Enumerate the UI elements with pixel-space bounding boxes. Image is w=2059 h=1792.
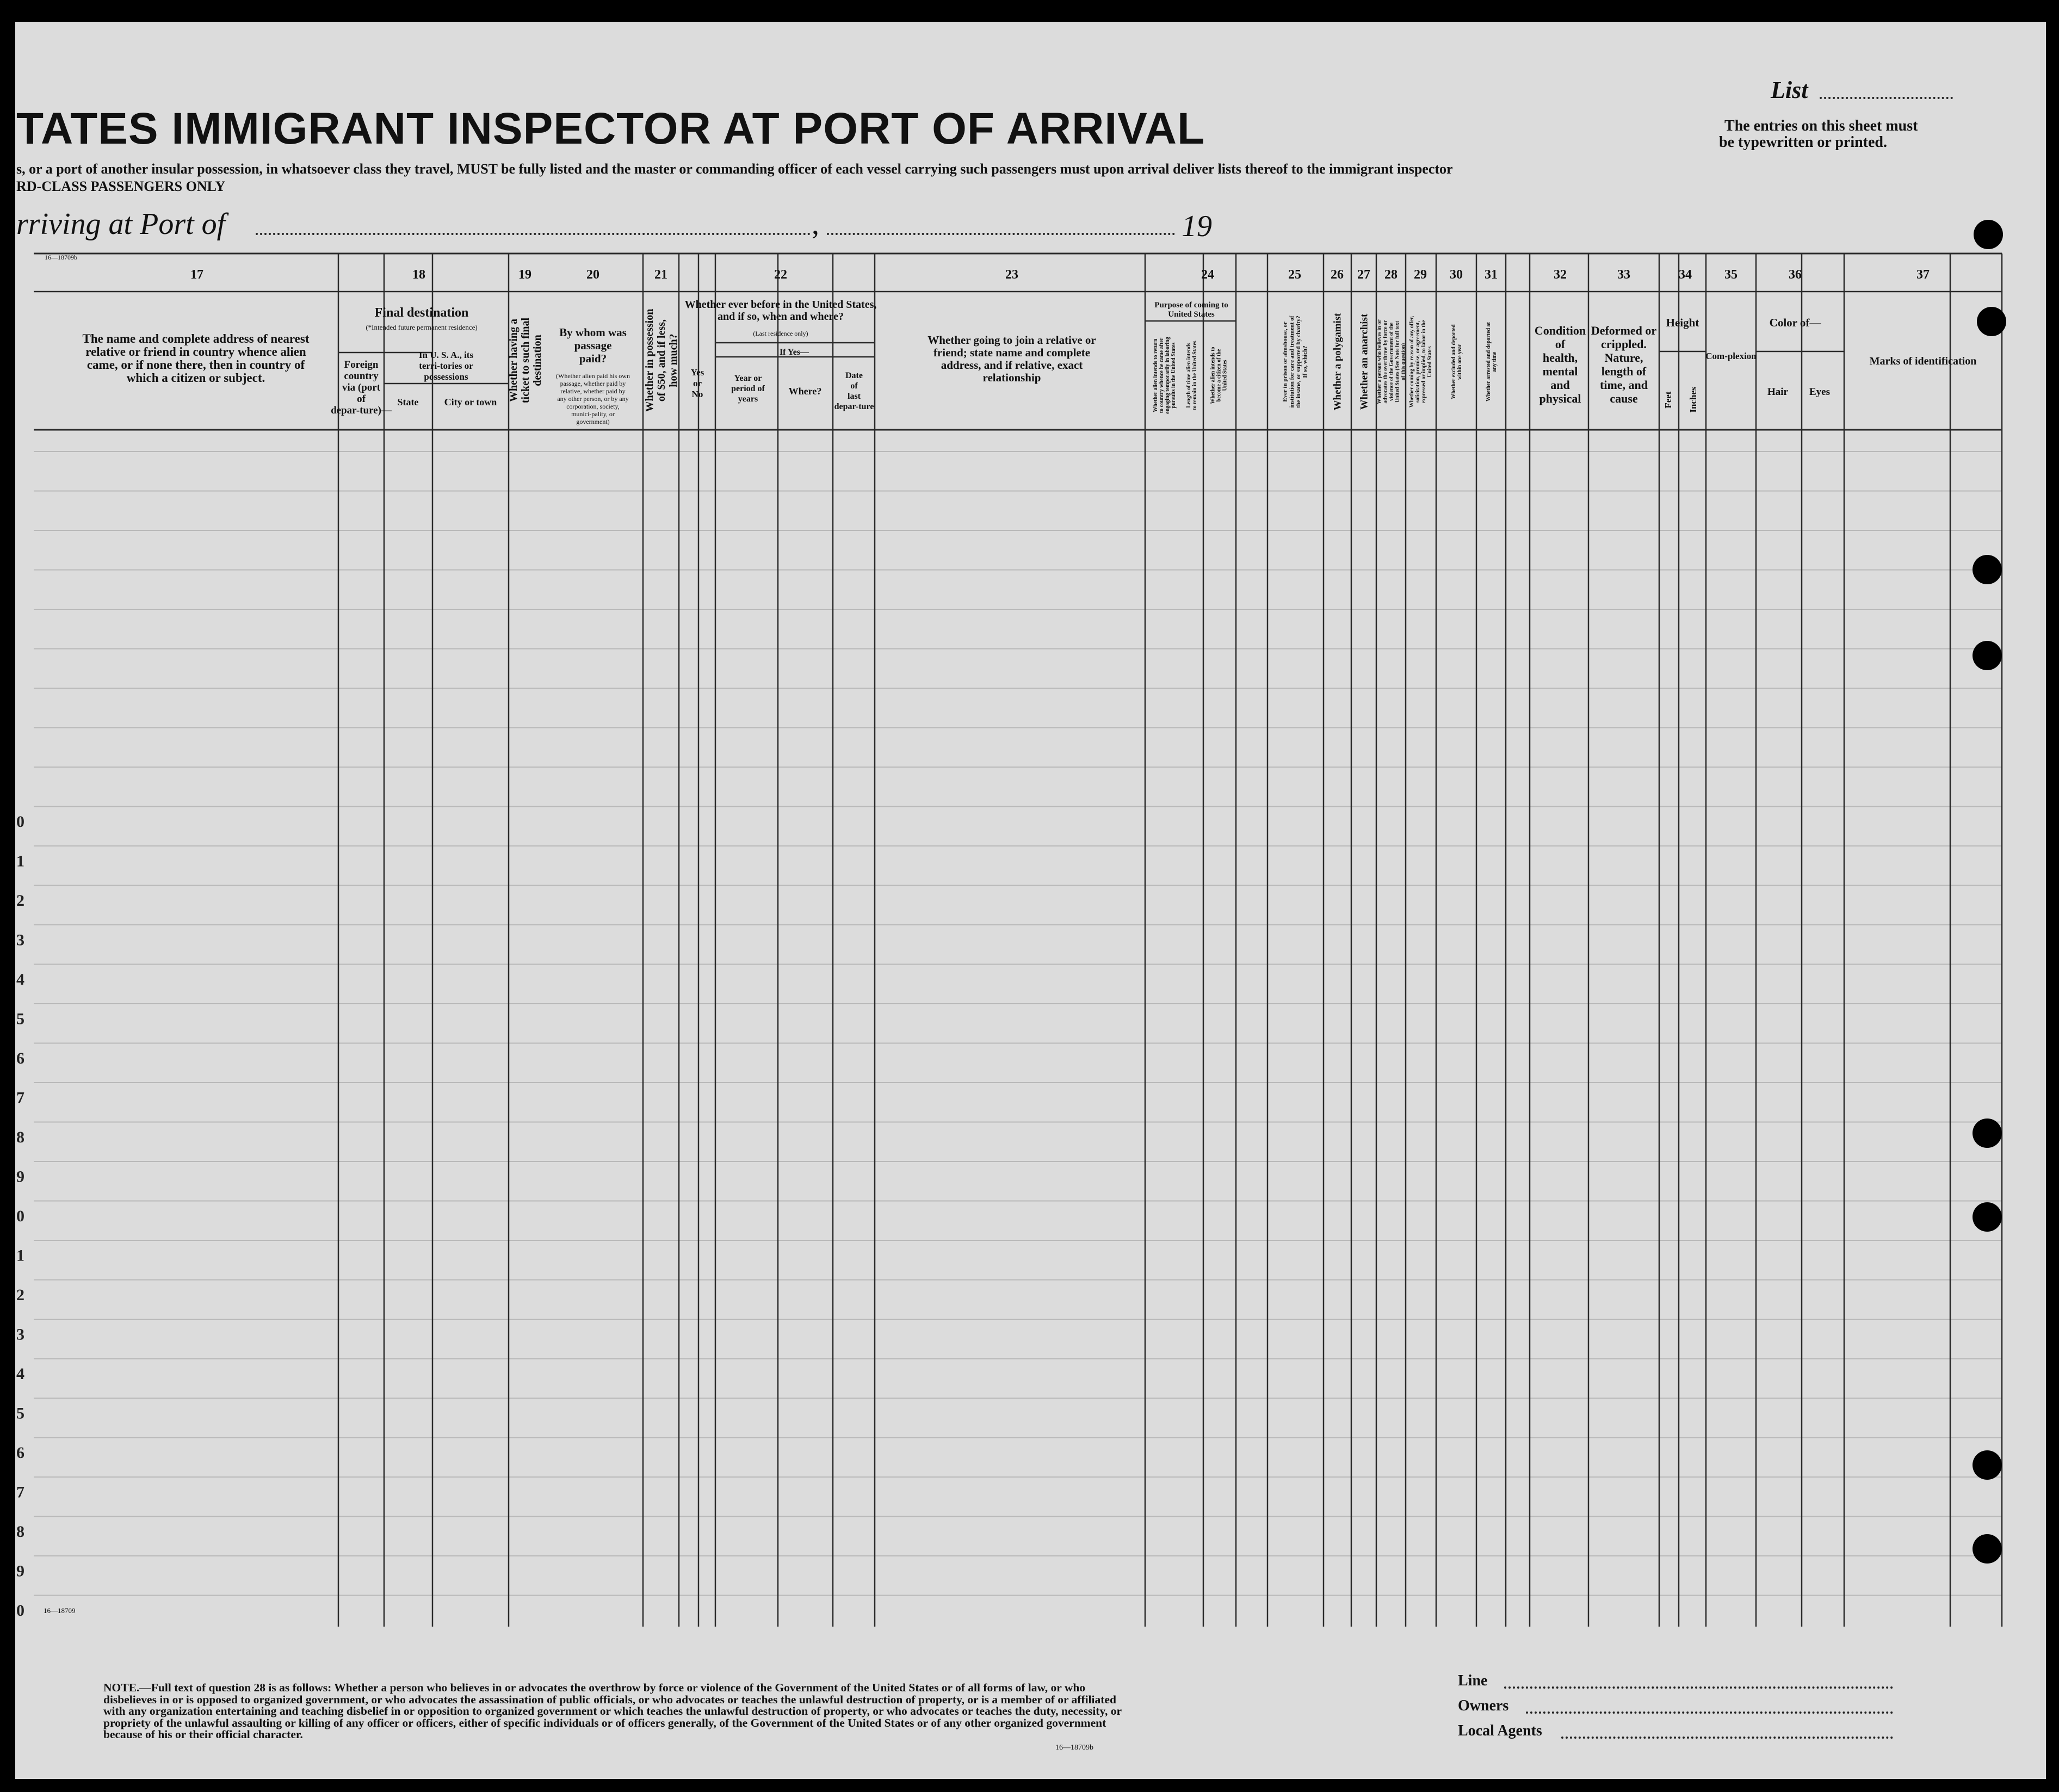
- svg-text:Length of time alien intendsto: Length of time alien intendsto remain in the United States: [1186, 341, 1198, 410]
- header-ever-before-us: Whether ever before in the United States, and if so, when and where?: [684, 299, 877, 323]
- header-if-yes: If Yes—: [779, 348, 809, 357]
- row-number-fragment: 5: [16, 1010, 24, 1028]
- column-number-20: 20: [586, 268, 599, 282]
- svg-text:Feet: Feet: [1662, 391, 1673, 409]
- svg-text:Whether a polygamist: Whether a polygamist: [1332, 313, 1344, 411]
- list-number-label: List: [1771, 77, 1808, 103]
- header-final-destination: Final destination: [374, 306, 469, 320]
- form-code-bottom: 16—18709: [44, 1606, 76, 1615]
- column-number-34: 34: [1679, 268, 1692, 282]
- header-date-departure: Date of last depar-ture: [834, 371, 874, 411]
- owners-label: Owners: [1458, 1697, 1509, 1714]
- row-number-fragment: 6: [16, 1049, 24, 1067]
- row-number-fragment: 9: [16, 1167, 24, 1186]
- form-code-top: 16—18709b: [45, 254, 77, 261]
- header-passage-paid: By whom was passage paid?: [559, 326, 627, 365]
- form-subtitle-line1: s, or a port of another insular possession, in whatsoever class they travel, MUST be fully listed and the master or commanding officer of each vessel carrying such passengers must upon arrival deliver lists thereof to the immigrant inspector: [16, 161, 1453, 177]
- column-number-29: 29: [1414, 268, 1427, 282]
- year-prefix: 19: [1182, 209, 1212, 243]
- column-number-25: 25: [1288, 268, 1301, 282]
- column-number-21: 21: [654, 268, 667, 282]
- column-number-23: 23: [1005, 268, 1018, 282]
- header-health: Condition of health, mental and physical: [1534, 324, 1586, 405]
- field-separator-comma: ,: [812, 207, 819, 241]
- header-complexion: Com-plexion: [1705, 351, 1757, 361]
- column-number-26: 26: [1331, 268, 1344, 282]
- header-yes-or-no: Yes or No: [690, 367, 704, 399]
- svg-text:Whether coming by reason of an: Whether coming by reason of any offer,solicitation, promise, or agreement,expressed or implied, to labor in theUnited States: [1409, 316, 1433, 408]
- svg-text:Whether alien intends tobecome: Whether alien intends tobecome a citizen of theUnited States: [1210, 347, 1228, 404]
- header-hair: Hair: [1767, 386, 1788, 398]
- header-city: City or town: [444, 397, 497, 407]
- arriving-port-label: rriving at Port of: [16, 207, 226, 241]
- row-number-fragment: 3: [16, 931, 24, 949]
- entries-instruction-line1: The entries on this sheet must: [1724, 118, 1918, 134]
- row-number-fragment: 8: [16, 1523, 24, 1541]
- row-number-fragment: 0: [16, 813, 24, 831]
- row-number-fragment: 9: [16, 1562, 24, 1580]
- row-number-fragment: 3: [16, 1325, 24, 1344]
- form-title: TATES IMMIGRANT INSPECTOR AT PORT OF ARRIVAL: [16, 104, 1205, 153]
- column-number-19: 19: [518, 268, 531, 282]
- header-color-of: Color of—: [1769, 316, 1821, 329]
- row-number-fragment: 8: [16, 1128, 24, 1146]
- svg-text:Whether a person who believes: Whether a person who believes in oradvocates the overthrow by force orviolence of the Government of theUnited States (See Note for full textof this question): [1376, 319, 1407, 404]
- local-agents-label: Local Agents: [1458, 1722, 1542, 1739]
- header-passage-paid-note: (Whether alien paid his own passage, whether paid by relative, whether paid by any other person, or by any corporation, society, munici-pality, or government): [556, 372, 630, 425]
- row-number-fragment: 2: [16, 892, 24, 910]
- column-number-22: 22: [774, 268, 787, 282]
- svg-text:Whether having aticket to such: Whether having aticket to such finaldestination: [508, 317, 543, 404]
- row-number-fragment: 5: [16, 1404, 24, 1423]
- header-where: Where?: [788, 386, 822, 397]
- row-number-fragment: 0: [16, 1602, 24, 1620]
- header-nearest-relative: The name and complete address of nearest relative or friend in country whence alien came, or if none there, then in country of which a citizen or subject.: [82, 332, 310, 385]
- row-number-fragment: 0: [16, 1207, 24, 1225]
- svg-text:Ever in prison or almshouse, o: Ever in prison or almshouse, orinstitution for care and treatment ofthe insane, or supported by charity?If so, which?: [1282, 316, 1308, 408]
- svg-text:Whether excluded and deportedw: Whether excluded and deportedwithin one year: [1451, 324, 1463, 399]
- svg-text:Whether in possessionof $50, a: Whether in possessionof $50, and if less,how much?: [644, 308, 679, 412]
- column-number-36: 36: [1789, 268, 1802, 282]
- column-number-33: 33: [1617, 268, 1630, 282]
- header-foreign-country: Foreign country via (port of depar-ture)—: [331, 359, 392, 416]
- header-height: Height: [1666, 316, 1699, 329]
- row-number-fragment: 1: [16, 1246, 24, 1265]
- row-number-fragment: 4: [16, 1365, 24, 1383]
- footnote-question-28: NOTE.—Full text of question 28 is as follows: Whether a person who believes in or advocates the overthrow by force or violence of the Government of the United States or of all forms of law, or who disbelieves in or is opposed to organized government, or who advocates the assassination of public officials, or who advocates or teaches the unlawful destruction of property, or is a member of or affiliated with any organization entertaining and teaching disbelief in or opposition to organized government or which teaches the unlawful destruction of property, or who advocates or teaches the duty, necessity, or propriety of the unlawful assaulting or killing of any officer or officers, either of specific individuals or of officers generally, of the Government of the United States or of any other organized government because of his or their official character.: [103, 1681, 1122, 1741]
- column-number-27: 27: [1357, 268, 1370, 282]
- line-label: Line: [1458, 1672, 1488, 1689]
- column-number-28: 28: [1384, 268, 1398, 282]
- header-state: State: [397, 397, 419, 407]
- column-number-32: 32: [1554, 268, 1567, 282]
- svg-text:Whether arrested and deported: Whether arrested and deported atany time: [1486, 322, 1498, 401]
- form-subtitle-line2: RD-CLASS PASSENGERS ONLY: [16, 178, 226, 194]
- header-marks: Marks of identification: [1869, 355, 1977, 367]
- header-year-period: Year or period of years: [731, 374, 765, 404]
- header-eyes: Eyes: [1809, 386, 1830, 398]
- svg-text:Whether alien intends to retur: Whether alien intends to returnto country whence he came afterengaging temporarily in laboringpursuits in the United States: [1153, 337, 1177, 414]
- entries-instruction-line2: be typewritten or printed.: [1719, 134, 1887, 151]
- svg-text:Inches: Inches: [1687, 387, 1698, 413]
- header-final-destination-note: (*Intended future permanent residence): [366, 323, 478, 331]
- row-number-fragment: 7: [16, 1089, 24, 1107]
- column-number-30: 30: [1450, 268, 1463, 282]
- column-number-31: 31: [1485, 268, 1498, 282]
- form-code-note: 16—18709b: [1055, 1744, 1093, 1752]
- column-number-18: 18: [412, 268, 425, 282]
- header-usa: In U. S. A., its terri-tories or possessions: [418, 350, 474, 382]
- row-number-fragment: 4: [16, 971, 24, 988]
- row-number-fragment: 6: [16, 1444, 24, 1462]
- header-join-relative: Whether going to join a relative or friend; state name and complete address, and if relative, exact relationship: [928, 333, 1096, 384]
- header-purpose: Purpose of coming to United States: [1154, 301, 1228, 319]
- row-number-fragment: 2: [16, 1286, 24, 1304]
- header-deformed: Deformed or crippled. Nature, length of time, and cause: [1591, 324, 1657, 405]
- row-number-fragment: 7: [16, 1483, 24, 1501]
- svg-text:Whether an anarchist: Whether an anarchist: [1358, 313, 1370, 410]
- column-number-37: 37: [1916, 268, 1930, 282]
- header-ever-before-note: (Last residence only): [753, 330, 808, 337]
- row-number-fragment: 1: [16, 852, 24, 870]
- column-number-17: 17: [190, 268, 203, 282]
- column-number-24: 24: [1201, 268, 1214, 282]
- column-number-35: 35: [1724, 268, 1738, 282]
